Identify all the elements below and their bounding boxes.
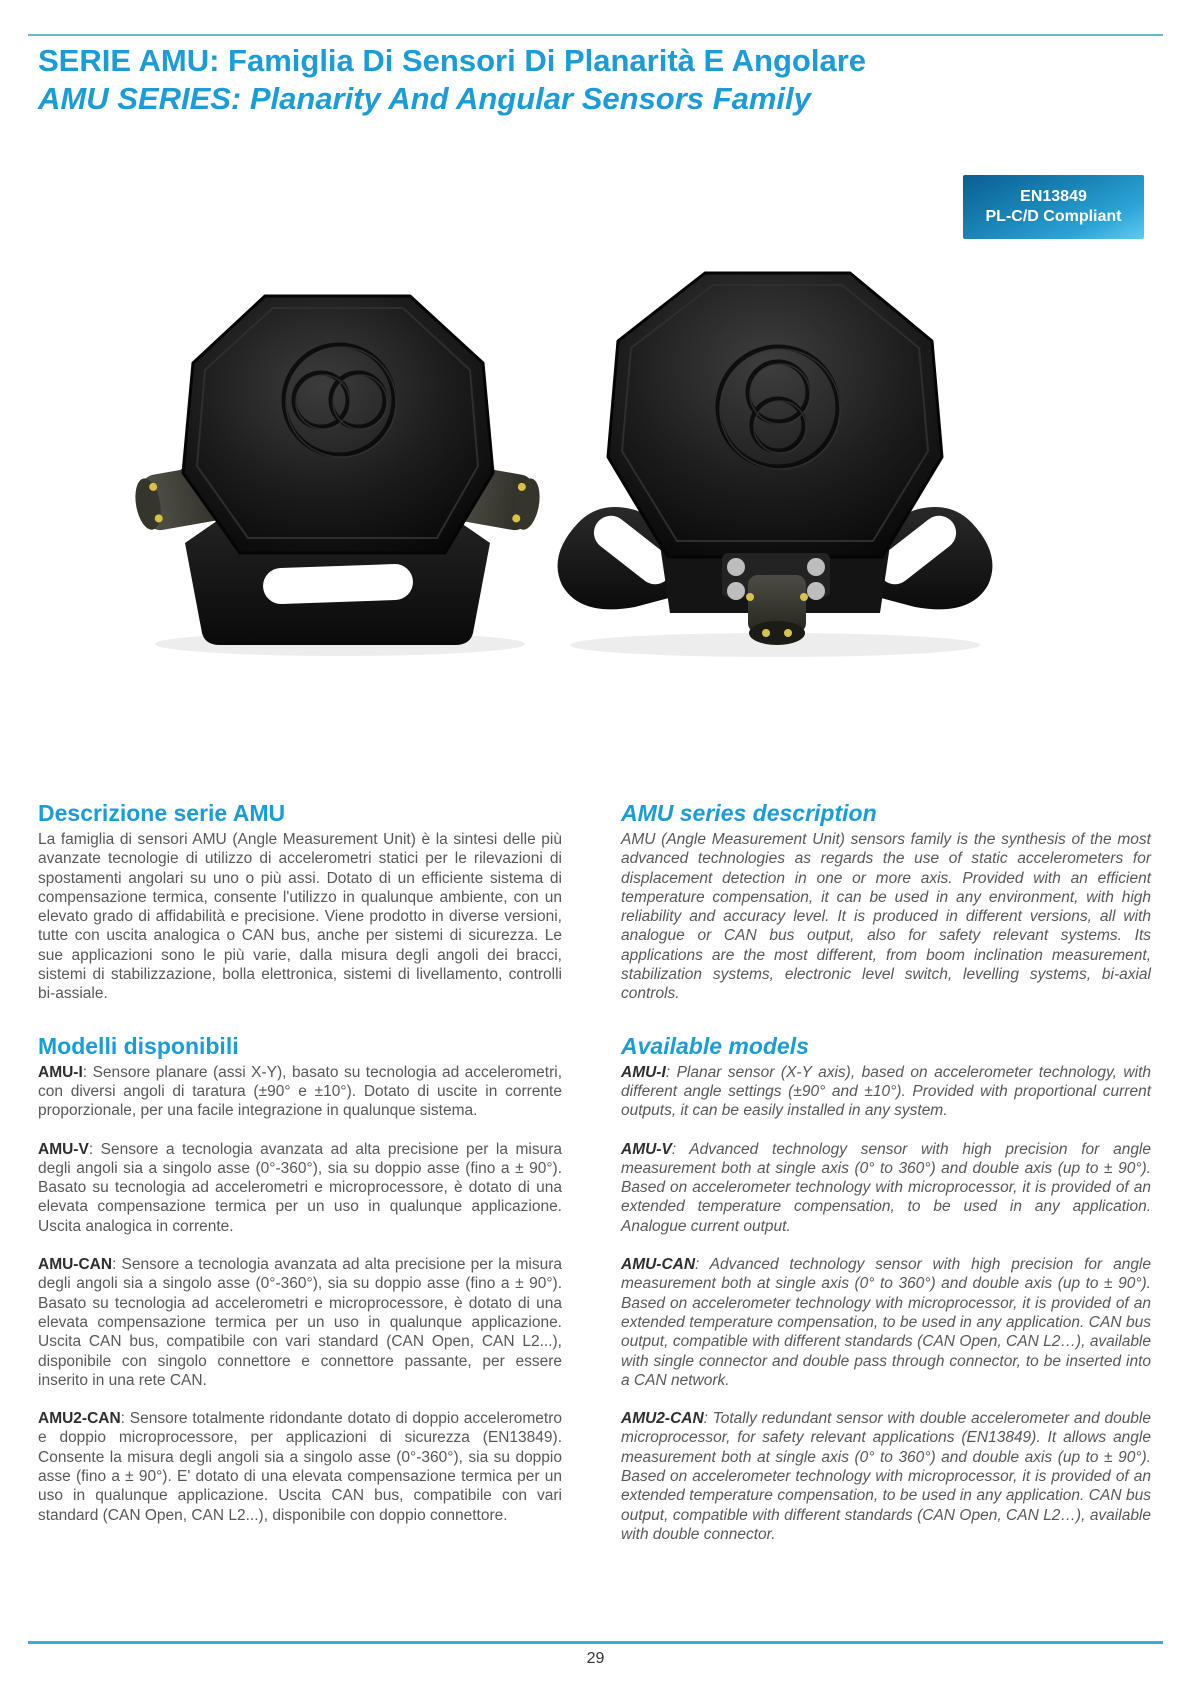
sensor-illustration-left	[115, 248, 560, 663]
model-text: : Totally redundant sensor with double accelerometer and double microprocessor, for safety relevant applications (EN13849). It allows angle measurement both at single axis (0° to 360°) and double axis (up to ± 90°). Based on accelerometer technology with microprocessor, it is provided of an extended temperature compensation, to be used in any application. CAN bus output, compatible with different standards (CAN Open, CAN L2…), available with double connector.	[621, 1410, 1151, 1543]
model-name: AMU-CAN	[38, 1256, 113, 1274]
model-name: AMU-I	[38, 1063, 83, 1081]
bottom-divider	[28, 1641, 1163, 1644]
model-text: : Sensore a tecnologia avanzata ad alta precisione per la misura degli angoli sia a singolo asse (0°-360°), sia su doppio asse (fino a ± 90°). Basato su tecnologia ad accelerometri e microprocessore, è dotato di una elevata compensazione termica per un uso in qualunque applicazione. Uscita CAN bus, compatibile con vari standard (CAN Open, CAN L2...), disponibile con singolo connettore e connettore passante, per essere inserito in una rete CAN.	[38, 1256, 562, 1389]
model-text: : Sensore planare (assi X-Y), basato su tecnologia ad accelerometri, con diversi angoli di taratura (±90° e ±10°). Dotato di uscite in corrente proporzionale, per una facile integrazione in qualunque sistema.	[38, 1063, 562, 1120]
model-text: : Planar sensor (X-Y axis), based on accelerometer technology, with different angle settings (±90° and ±10°). Provided with proportional current outputs, it can be easily installed in any system.	[621, 1063, 1151, 1120]
sensor-illustration-right	[540, 245, 1010, 663]
model-name: AMU-V	[621, 1140, 672, 1158]
model-text: : Sensore totalmente ridondante dotato di doppio accelerometro e doppio microprocessore, per applicazioni di sicurezza (EN13849). Consente la misura degli angoli sia a singolo asse (0°-360°), sia su doppio asse (fino a ± 90°). E' dotato di una elevata compensazione termica per un uso in qualunque applicazione. Uscita CAN bus, compatibile con vari standard (CAN Open, CAN L2...), disponibile con doppio connettore.	[38, 1410, 562, 1524]
model-paragraph-amu2-can-it	[38, 1409, 562, 1525]
model-paragraph-amu-v-it	[38, 1140, 562, 1236]
models-heading-it: Modelli disponibili	[38, 1032, 239, 1059]
badge-compliance: PL-C/D Compliant	[985, 208, 1122, 225]
model-paragraph-amu-can-it	[38, 1255, 562, 1390]
model-name: AMU2-CAN	[621, 1410, 704, 1428]
models-heading-en: Available models	[621, 1032, 809, 1059]
model-text: : Advanced technology sensor with high precision for angle measurement both at single axis (0° to 360°) and double axis (up to ± 90°). Based on accelerometer technology with microprocessor, it is provided of an extended temperature compensation, to be used in any application. Analogue current output.	[621, 1140, 1151, 1235]
page-title-italian: SERIE AMU: Famiglia Di Sensori Di Planarità E Angolare	[38, 43, 866, 78]
model-text: : Advanced technology sensor with high precision for angle measurement both at single axis (0° to 360°) and double axis (up to ± 90°). Based on accelerometer technology with microprocessor, it is provided of an extended temperature compensation, to be used in any application. CAN bus output, compatible with different standards (CAN Open, CAN L2…), available with single connector and double pass through connector, to be inserted into a CAN network.	[621, 1256, 1151, 1389]
model-paragraph-amu-v-en	[621, 1140, 1151, 1236]
page-title-english: AMU SERIES: Planarity And Angular Sensors Family	[38, 81, 811, 116]
page-number: 29	[586, 1650, 605, 1667]
badge-standard: EN13849	[1020, 188, 1087, 205]
english-column	[621, 800, 1151, 1544]
page-header	[38, 42, 1038, 118]
model-text: : Sensore a tecnologia avanzata ad alta precisione per la misura degli angoli sia a singolo asse (0°-360°), sia su doppio asse (fino a ± 90°). Basato su tecnologia ad accelerometri e microprocessore, è dotato di una elevata compensazione termica per un uso in qualunque applicazione. Uscita analogica in corrente.	[38, 1140, 562, 1235]
model-name: AMU-CAN	[621, 1256, 696, 1274]
product-photo-side-connectors	[115, 248, 560, 663]
model-name: AMU2-CAN	[38, 1410, 121, 1428]
product-photo-front-connector	[540, 245, 1010, 663]
compliance-badge	[963, 175, 1144, 239]
description-heading-it: Descrizione serie AMU	[38, 800, 286, 826]
model-paragraph-amu-can-en	[621, 1255, 1151, 1390]
description-body-en: AMU (Angle Measurement Unit) sensors family is the synthesis of the most advanced technologies as regards the use of static accelerometers for displacement detection in one or more axis. Provided with an efficient temperature compensation, it can be used in any environment, with high reliability and accuracy level. It is produced in different versions, all with analogue or CAN bus output, also for safety relevant systems. Its applications are the most different, from boom inclination measurement, stabilization systems, electronic level switch, levelling systems, bi-axial controls.	[621, 831, 1151, 1003]
model-paragraph-amu-i-it	[38, 1063, 562, 1121]
italian-column	[38, 800, 562, 1544]
model-name: AMU-I	[621, 1063, 666, 1081]
model-name: AMU-V	[38, 1140, 89, 1158]
text-columns	[38, 800, 1151, 1544]
description-heading-en: AMU series description	[621, 800, 877, 826]
model-paragraph-amu2-can-en	[621, 1409, 1151, 1544]
top-divider	[28, 34, 1163, 36]
description-body-it: La famiglia di sensori AMU (Angle Measurement Unit) è la sintesi delle più avanzate tecnologie di utilizzo di accelerometri statici per le rilevazioni di spostamenti angolari su uno o più assi. Dotato di un efficiente sistema di compensazione termica, consente l'utilizzo in qualunque ambiente, con un elevato grado di affidabilità e precisione. Viene prodotto in diverse versioni, tutte con uscita analogica o CAN bus, anche per sistemi di sicurezza. Le sue applicazioni sono le più varie, dalla misura degli angoli dei bracci, sistemi di stabilizzazione, bolla elettronica, sistemi di livellamento, controlli bi-assiale.	[38, 831, 562, 1003]
model-paragraph-amu-i-en	[621, 1063, 1151, 1121]
